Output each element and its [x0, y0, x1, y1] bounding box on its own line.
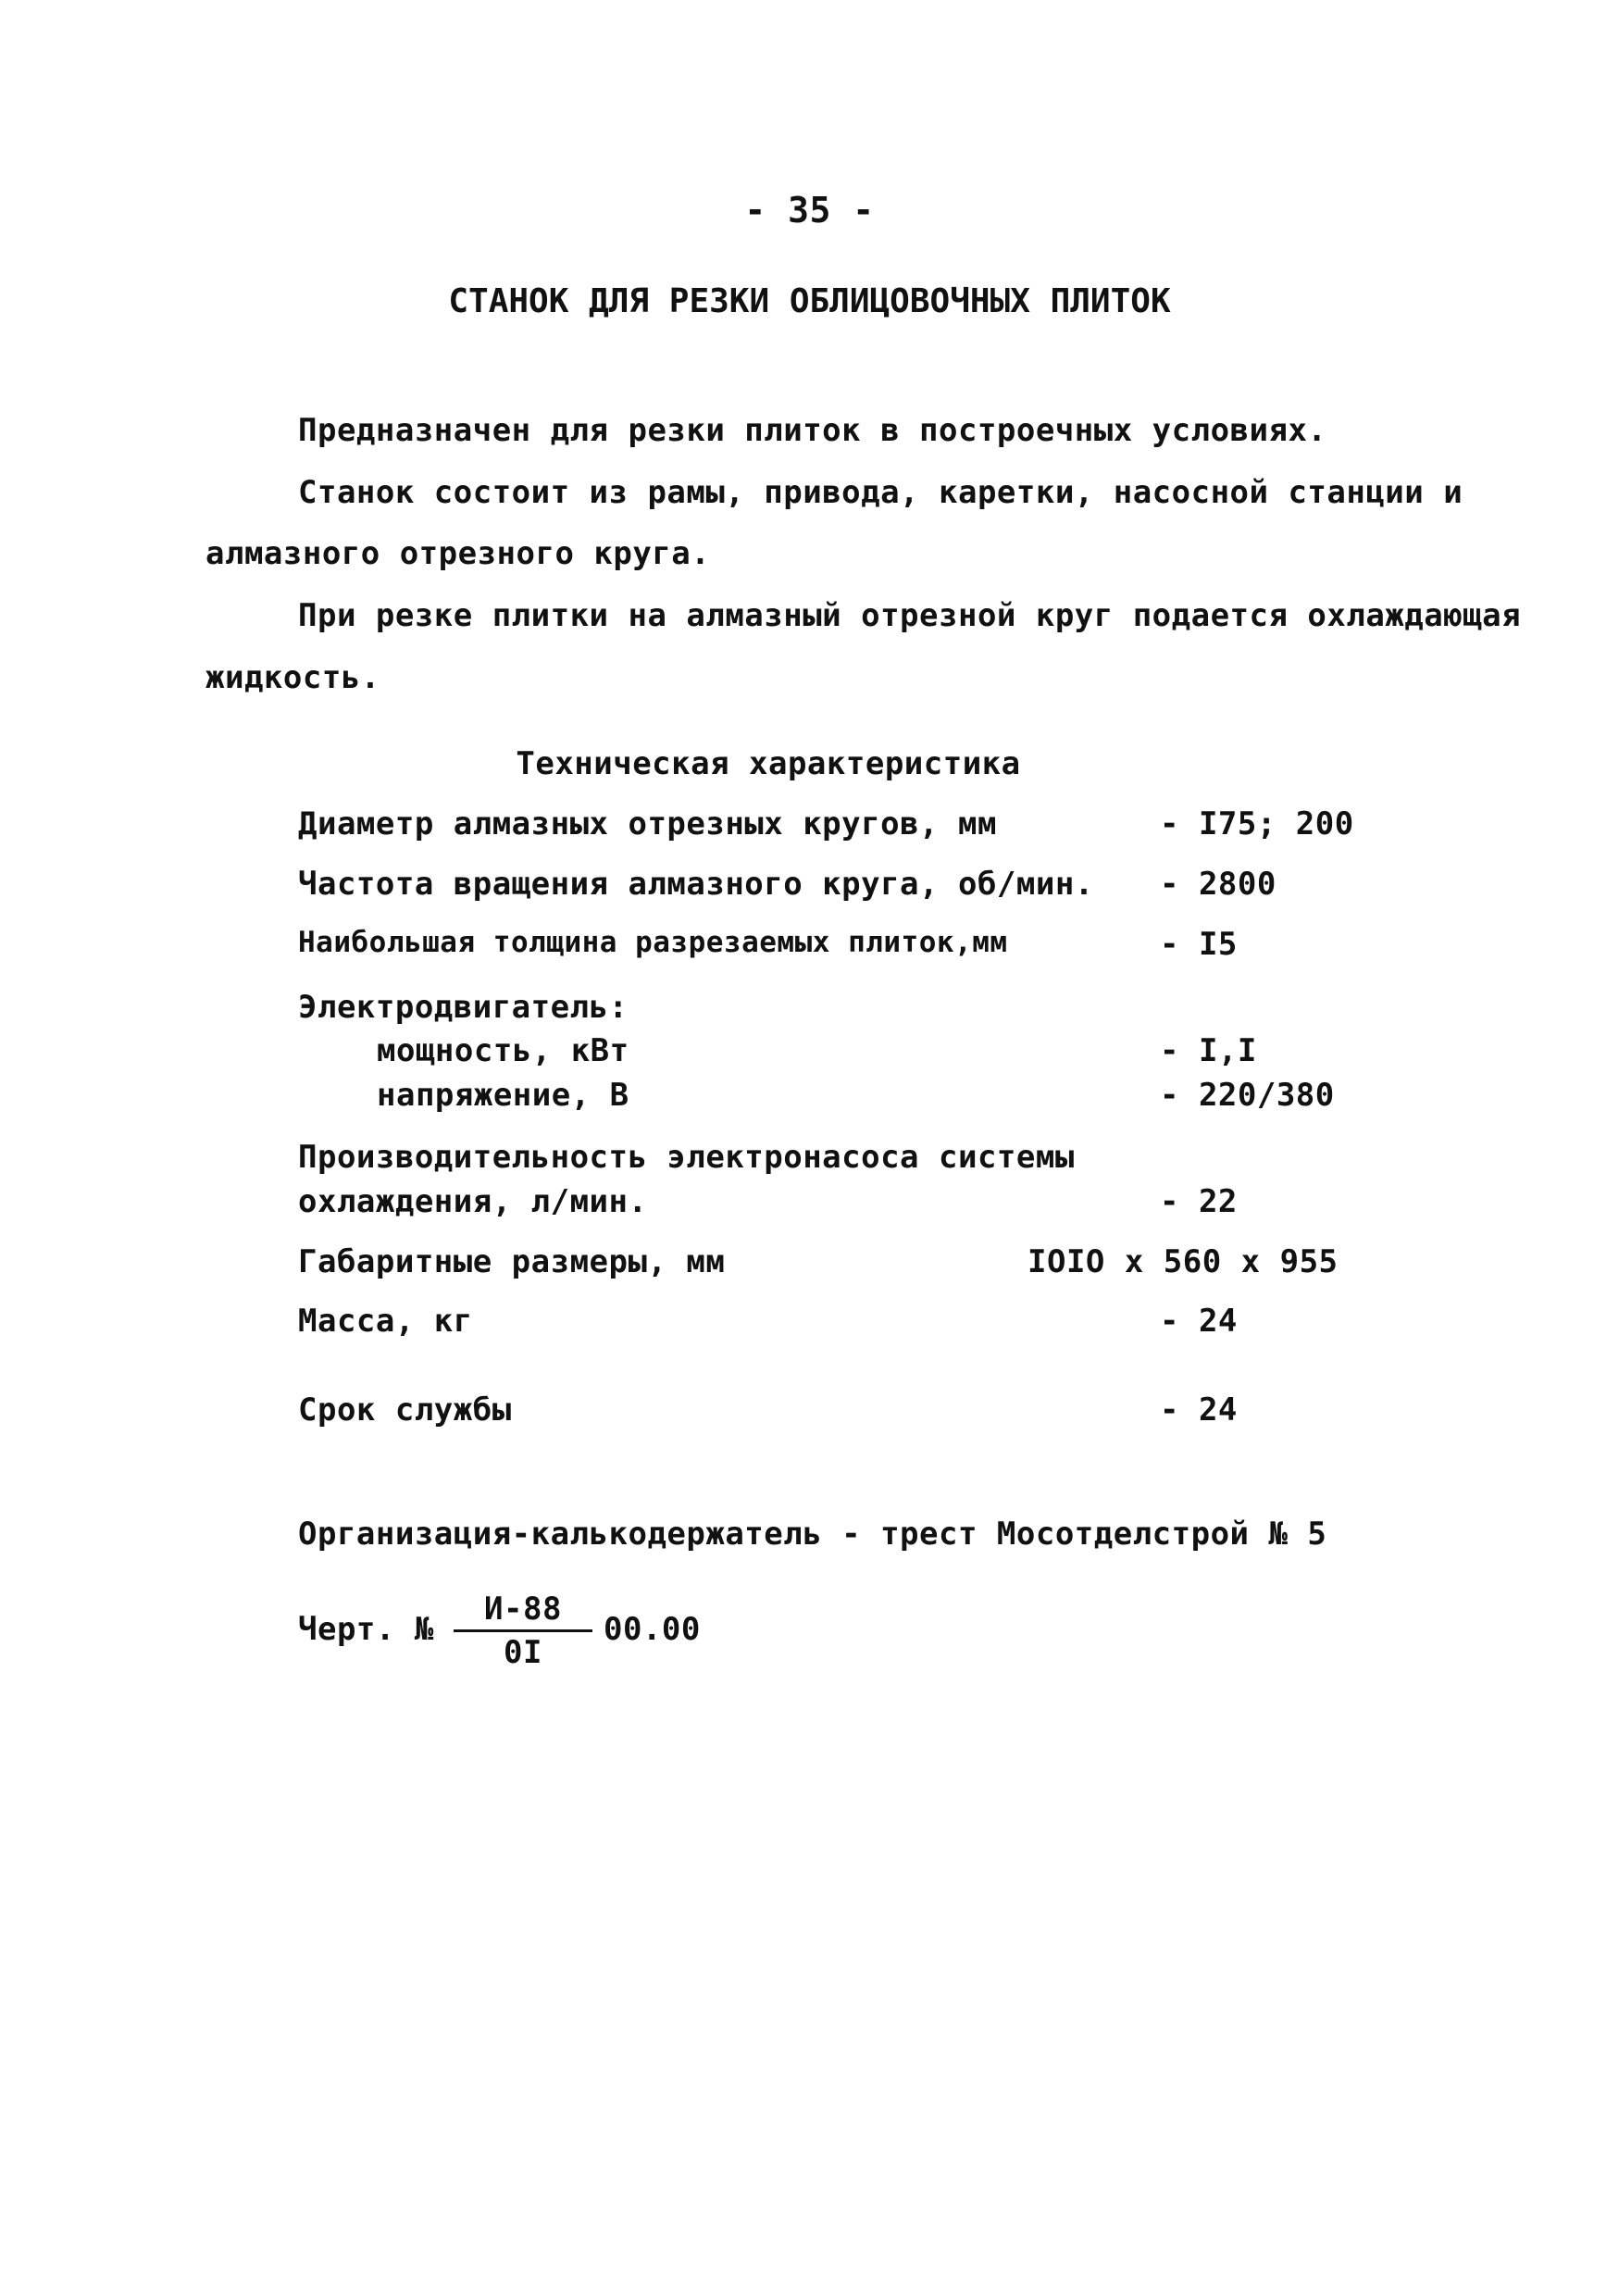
description-line-3: алмазного отрезного круга.	[205, 535, 711, 572]
spec-speed-label: Частота вращения алмазного круга, об/мин.	[298, 866, 1094, 903]
spec-motor-label: Электродвигатель:	[298, 989, 629, 1026]
page-number: - 35 -	[744, 190, 875, 231]
spec-motor-voltage-value: - 220/380	[1160, 1077, 1335, 1114]
drawing-suffix: 00.00	[604, 1611, 701, 1648]
drawing-prefix: Черт. №	[298, 1611, 434, 1648]
spec-dimensions-value: IOIO x 560 x 955	[1027, 1243, 1339, 1280]
drawing-numerator: И-88	[484, 1591, 562, 1628]
spec-service-life-value: - 24	[1160, 1391, 1238, 1429]
spec-diameter-label: Диаметр алмазных отрезных кругов, мм	[298, 805, 997, 842]
spec-motor-voltage-label: напряжение, В	[377, 1077, 629, 1114]
description-line-1: Предназначен для резки плиток в построечных условиях.	[298, 412, 1327, 449]
spec-service-life-label: Срок службы	[298, 1391, 512, 1429]
spec-pump-value: - 22	[1160, 1183, 1238, 1220]
spec-diameter-value: - I75; 200	[1160, 805, 1354, 842]
specs-heading: Техническая характеристика	[516, 745, 1021, 782]
description-line-5: жидкость.	[205, 659, 380, 696]
fraction-bar	[454, 1629, 592, 1632]
description-line-2: Станок состоит из рамы, привода, каретки, насосной станции и	[298, 474, 1463, 511]
spec-speed-value: - 2800	[1160, 866, 1277, 903]
drawing-denominator: 0I	[504, 1634, 542, 1671]
spec-thickness-value: - I5	[1160, 926, 1238, 963]
spec-mass-label: Масса, кг	[298, 1303, 473, 1340]
page-title: СТАНОК ДЛЯ РЕЗКИ ОБЛИЦОВОЧНЫХ ПЛИТОК	[448, 282, 1171, 320]
description-line-4: При резке плитки на алмазный отрезной круг подается охлаждающая	[298, 597, 1522, 634]
spec-motor-power-label: мощность, кВт	[377, 1032, 629, 1069]
spec-dimensions-label: Габаритные размеры, мм	[298, 1243, 726, 1280]
organization-line: Организация-калькодержатель - трест Мосотделстрой № 5	[298, 1516, 1327, 1553]
spec-pump-label-line-1: Производительность электронасоса системы	[298, 1139, 1075, 1176]
drawing-fraction	[454, 1591, 592, 1671]
spec-mass-value: - 24	[1160, 1303, 1238, 1340]
spec-thickness-label: Наибольшая толщина разрезаемых плиток,мм	[298, 926, 1008, 959]
spec-pump-label-line-2: охлаждения, л/мин.	[298, 1183, 648, 1220]
spec-motor-power-value: - I,I	[1160, 1032, 1257, 1069]
